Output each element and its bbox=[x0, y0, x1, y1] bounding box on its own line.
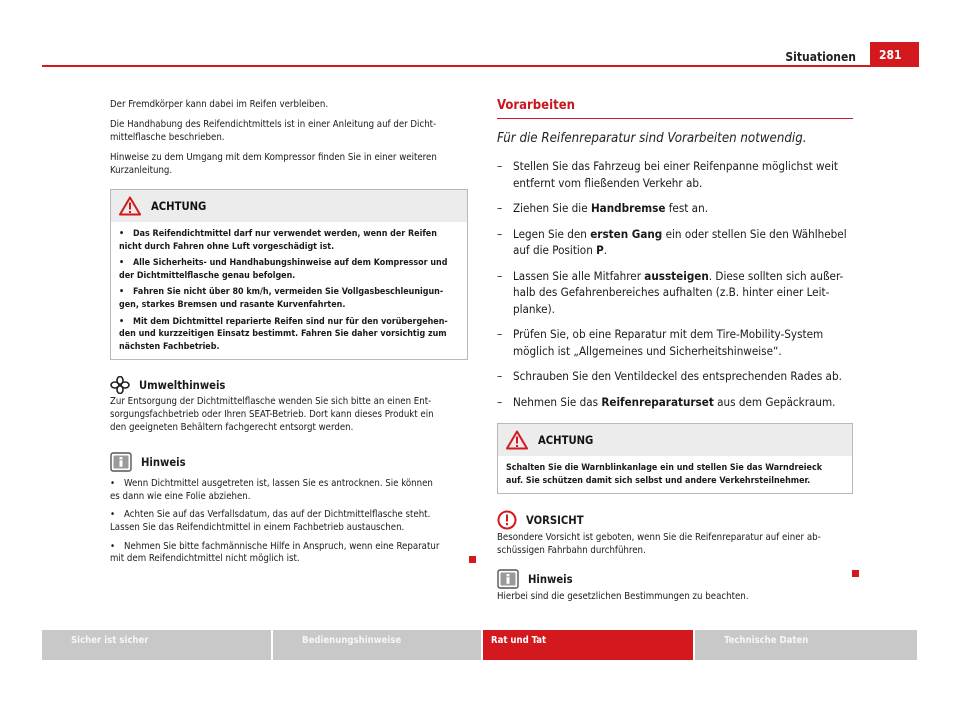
hint-title: Hinweis bbox=[528, 572, 573, 586]
warning-box bbox=[110, 189, 468, 360]
warning-body bbox=[498, 456, 852, 493]
warning-item: • Das Reifendichtmittel darf nur verwendet werden, wenn der Reifen nicht durch Fahren ohne Luft vorgeschädigt ist. bbox=[119, 229, 437, 252]
environment-header bbox=[110, 376, 468, 394]
paragraph: Der Fremdkörper kann dabei im Reifen verbleiben. bbox=[110, 99, 329, 110]
caution-header bbox=[497, 510, 853, 530]
left-column bbox=[110, 98, 468, 572]
warning-title: ACHTUNG bbox=[538, 433, 594, 447]
hint-text: Hierbei sind die gesetzlichen Bestimmungen zu beachten. bbox=[497, 591, 749, 603]
environment-text: Zur Entsorgung der Dichtmittelflasche wenden Sie sich bitte an einen Ent- sorgungsfachbetrieb oder Ihren SEAT-Betrieb. Dort kann dieses Produkt ein den geeigneten Behältern fachgerecht entsorgt werden. bbox=[110, 396, 434, 433]
flower-icon bbox=[110, 376, 130, 394]
footer-tab-technische-daten[interactable]: Technische Daten bbox=[695, 630, 917, 660]
right-column bbox=[497, 98, 853, 610]
section-heading: Vorarbeiten bbox=[497, 98, 853, 119]
list-item: – Lassen Sie alle Mitfahrer aussteigen. Diese sollten sich außer- halb des Gefahrenbereiches aufhalten (z.B. hinter einer Leit- planke). bbox=[497, 268, 853, 318]
page-number: 281 bbox=[870, 42, 919, 66]
environment-title: Umwelthinweis bbox=[139, 378, 226, 392]
header-rule bbox=[42, 65, 919, 67]
list-item: – Prüfen Sie, ob eine Reparatur mit dem Tire-Mobility-System möglich ist „Allgemeines und Sicherheitshinweise“. bbox=[497, 326, 853, 359]
info-hand-icon bbox=[110, 452, 132, 472]
end-mark bbox=[852, 570, 859, 577]
paragraph: Die Handhabung des Reifendichtmittels ist in einer Anleitung auf der Dicht- mittelflasche beschrieben. bbox=[110, 119, 437, 143]
hint-item: • Achten Sie auf das Verfallsdatum, das auf der Dichtmittelflasche steht. Lassen Sie das Reifendichtmittel in einem Fachbetrieb austauschen. bbox=[110, 509, 431, 533]
hint-header bbox=[110, 452, 468, 472]
warning-item: • Fahren Sie nicht über 80 km/h, vermeiden Sie Vollgasbeschleunigun- gen, starkes Bremsen und rasante Kurvenfahrten. bbox=[119, 287, 444, 310]
footer-nav bbox=[42, 630, 919, 660]
warning-header bbox=[111, 190, 467, 222]
warning-box bbox=[497, 423, 853, 494]
warning-item: • Mit dem Dichtmittel reparierte Reifen sind nur für den vorübergehen- den und kurzzeitigen Einsatz bestimmt. Fahren Sie daher vorsichtig zum nächsten Fachbetrieb. bbox=[119, 316, 448, 352]
hint-note bbox=[110, 452, 468, 566]
list-item: – Nehmen Sie das Reifenreparaturset aus dem Gepäckraum. bbox=[497, 394, 853, 411]
caution-title: VORSICHT bbox=[526, 513, 584, 527]
hint-item: • Nehmen Sie bitte fachmännische Hilfe in Anspruch, wenn eine Reparatur mit dem Reifendichtmittel nicht möglich ist. bbox=[110, 540, 440, 565]
list-item: – Stellen Sie das Fahrzeug bei einer Reifenpanne möglichst weit entfernt vom fließenden Verkehr ab. bbox=[497, 158, 853, 191]
exclamation-circle-icon bbox=[497, 510, 517, 530]
footer-tab-rat-und-tat[interactable]: Rat und Tat bbox=[483, 630, 693, 660]
footer-tab-sicher-ist-sicher[interactable]: Sicher ist sicher bbox=[42, 630, 271, 660]
footer-tab-bedienungshinweise[interactable]: Bedienungshinweise bbox=[273, 630, 481, 660]
warning-triangle-icon bbox=[506, 430, 528, 450]
hint-note bbox=[497, 569, 853, 604]
warning-item: • Alle Sicherheits- und Handhabungshinweise auf dem Kompressor und der Dichtmittelflasche genau befolgen. bbox=[119, 258, 448, 281]
warning-text: Schalten Sie die Warnblinkanlage ein und stellen Sie das Warndreieck auf. Sie schützen damit sich selbst und andere Verkehrsteilnehmer. bbox=[506, 463, 822, 486]
section-title: Situationen bbox=[785, 50, 856, 64]
warning-title: ACHTUNG bbox=[151, 199, 207, 213]
hint-item: • Wenn Dichtmittel ausgetreten ist, lassen Sie es antrocknen. Sie können es dann wie eine Folie abziehen. bbox=[110, 478, 433, 502]
warning-body bbox=[111, 222, 467, 359]
list-item: – Schrauben Sie den Ventildeckel des entsprechenden Rades ab. bbox=[497, 368, 853, 385]
steps-list bbox=[497, 158, 853, 410]
info-hand-icon bbox=[497, 569, 519, 589]
end-mark bbox=[469, 556, 476, 563]
paragraph: Hinweise zu dem Umgang mit dem Kompressor finden Sie in einer weiteren Kurzanleitung. bbox=[110, 152, 437, 176]
caution-text: Besondere Vorsicht ist geboten, wenn Sie die Reifenreparatur auf einer ab- schüssigen Fahrbahn durchführen. bbox=[497, 532, 821, 556]
warning-header bbox=[498, 424, 852, 456]
hint-header bbox=[497, 569, 853, 589]
section-subtitle: Für die Reifenreparatur sind Vorarbeiten notwendig. bbox=[497, 131, 807, 146]
caution-note bbox=[497, 510, 853, 557]
list-item: – Ziehen Sie die Handbremse fest an. bbox=[497, 200, 853, 217]
warning-triangle-icon bbox=[119, 196, 141, 216]
hint-title: Hinweis bbox=[141, 455, 186, 469]
list-item: – Legen Sie den ersten Gang ein oder stellen Sie den Wählhebel auf die Position P. bbox=[497, 226, 853, 259]
environment-note bbox=[110, 376, 468, 434]
